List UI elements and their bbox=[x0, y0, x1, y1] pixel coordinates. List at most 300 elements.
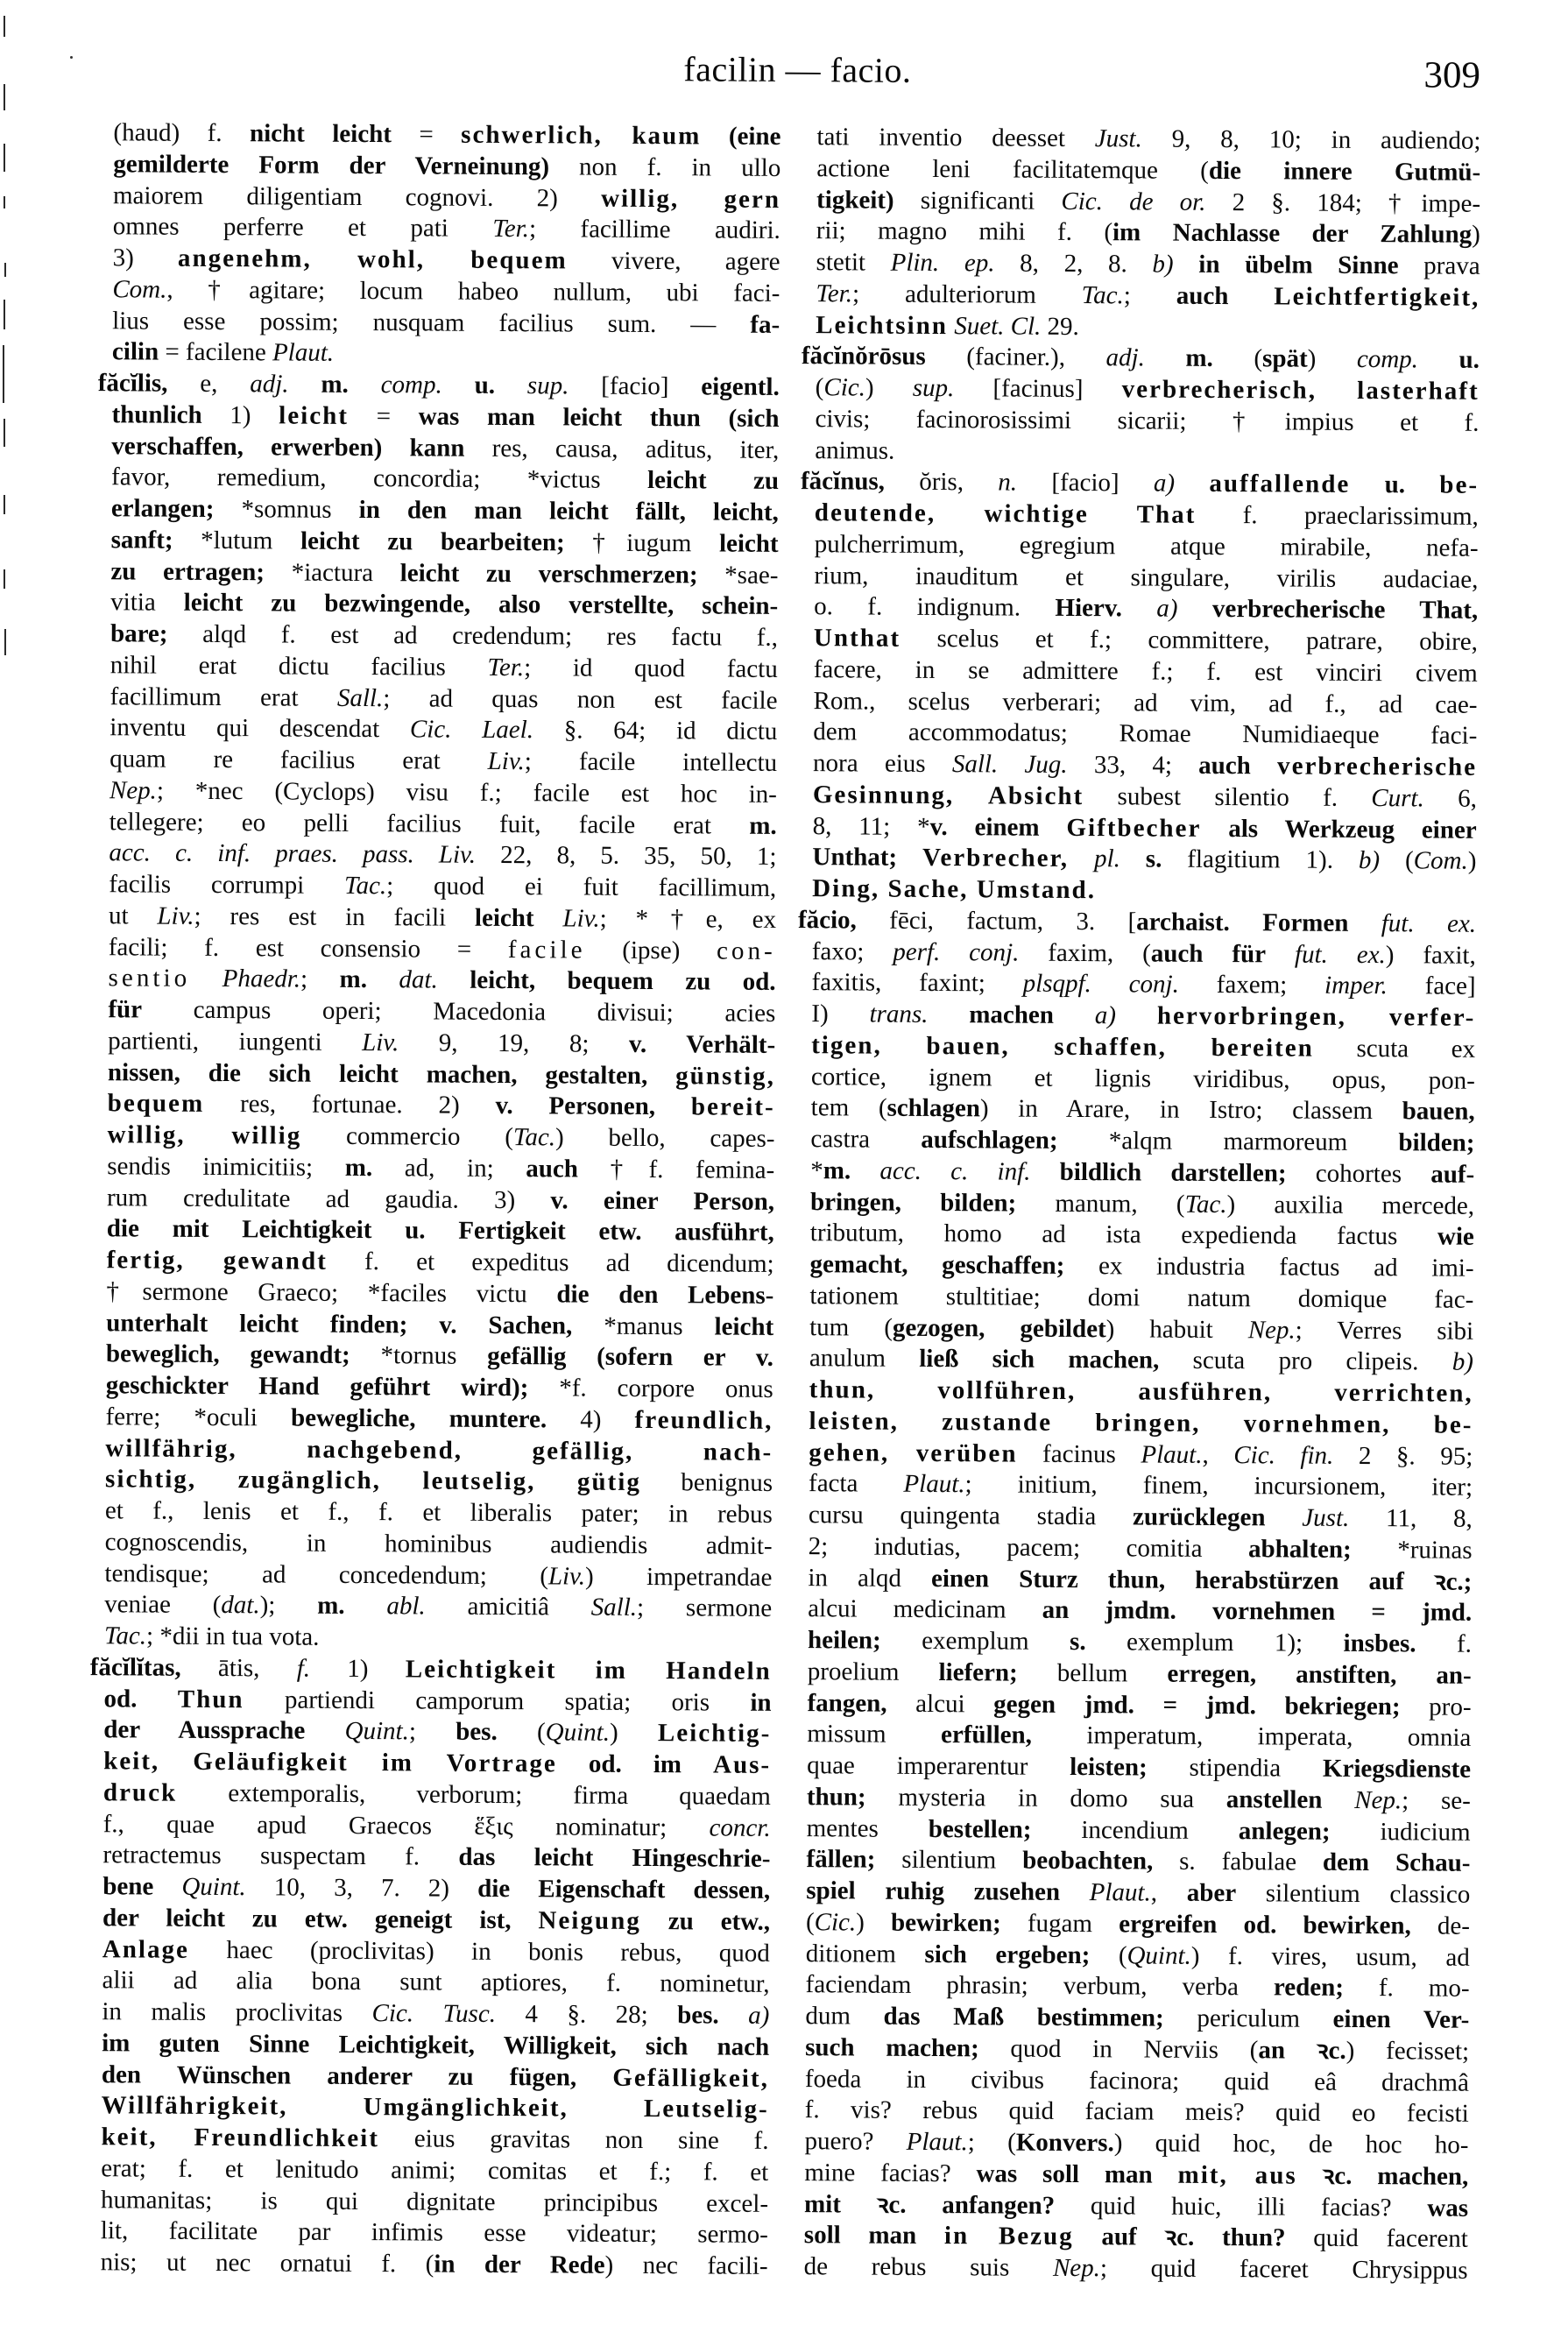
german-emphasis: Leichtfertigkeit, bbox=[1274, 282, 1480, 312]
spaced-latin: con- bbox=[716, 936, 776, 965]
latin-text: quid huic, illi facias? bbox=[1055, 2191, 1428, 2222]
german-text: liefern; bbox=[938, 1657, 1018, 1687]
german-text: m. bbox=[339, 965, 368, 994]
latin-text: †sermone Graeco; *faciles victu bbox=[106, 1276, 557, 1309]
latin-text: nihil erat dictu facilius bbox=[109, 651, 488, 682]
german-text: nissen, die sich leicht machen, gestalten, bbox=[107, 1057, 648, 1090]
latin-text: campus operi; Macedonia divisui; acies bbox=[141, 995, 776, 1028]
latin-text: f. bbox=[1416, 1629, 1473, 1658]
abbreviation: Cic. fin. bbox=[1233, 1440, 1334, 1470]
latin-text: tationem stultitiae; domi natum domique fac- bbox=[809, 1281, 1474, 1314]
text-line bbox=[805, 2095, 1469, 2130]
latin-text: ; facillime audiri. bbox=[528, 215, 780, 245]
text-line bbox=[816, 247, 1480, 282]
dictionary-entry bbox=[97, 368, 780, 1656]
german-emphasis: auffallende bbox=[1209, 470, 1351, 499]
abbreviation: Quint. bbox=[1127, 1940, 1191, 1970]
text-line bbox=[813, 811, 1477, 846]
latin-text: ) faxit, bbox=[1385, 940, 1476, 970]
german-text: gemilderte Form der Verneinung) bbox=[113, 150, 550, 181]
text-line bbox=[108, 1026, 775, 1061]
german-text: der Aussprache bbox=[103, 1715, 306, 1745]
german-text: leicht zu bezwingende, also verstellte, schein- bbox=[183, 589, 779, 621]
text-line bbox=[90, 1652, 772, 1688]
latin-text: partiendi camporum spatia; oris bbox=[244, 1685, 751, 1717]
text-line bbox=[105, 1402, 773, 1437]
german-text: zu ertragen; bbox=[110, 556, 265, 586]
latin-text: *sae- bbox=[697, 560, 779, 590]
latin-text bbox=[511, 1906, 538, 1934]
latin-text: s. fabulae bbox=[1153, 1847, 1324, 1876]
text-line bbox=[113, 180, 780, 216]
german-text: v. Verhält- bbox=[628, 1029, 776, 1059]
latin-text bbox=[557, 1749, 589, 1777]
latin-text: foeda in civibus facinora; quid eâ drachmâ bbox=[804, 2064, 1470, 2097]
abbreviation: perf. conj. bbox=[893, 937, 1020, 967]
latin-text: lius esse possim; nusquam facilius sum. — bbox=[112, 306, 751, 339]
german-text: leicht bbox=[718, 529, 779, 558]
german-text: s. bbox=[1145, 844, 1162, 873]
german-text: bilden; bbox=[1398, 1128, 1475, 1157]
latin-text: , †agitare; locum habeo nullum, ubi faci- bbox=[166, 275, 780, 307]
german-text: m. bbox=[823, 1155, 851, 1185]
latin-text bbox=[641, 1907, 668, 1935]
latin-text: rii; magno mihi f. ( bbox=[816, 216, 1113, 247]
german-text: thunlich bbox=[111, 400, 202, 429]
german-text: aber bbox=[1186, 1878, 1237, 1908]
german-text: die innere Gutmü- bbox=[1208, 156, 1481, 187]
german-text: im guten Sinne Leichtigkeit, Willigkeit, sich nach bbox=[102, 2028, 770, 2061]
latin-text bbox=[897, 844, 922, 872]
latin-text: , bbox=[1202, 1440, 1234, 1469]
text-line bbox=[805, 2064, 1469, 2099]
latin-text bbox=[655, 1092, 691, 1120]
text-line bbox=[809, 1438, 1473, 1473]
abbreviation: b) bbox=[1358, 846, 1381, 875]
abbreviation: a) bbox=[748, 2001, 770, 2030]
text-line bbox=[109, 775, 777, 810]
latin-text: rium, inauditum et singulare, virilis audaciae, bbox=[814, 561, 1479, 594]
latin-text: 3) bbox=[112, 244, 179, 272]
latin-text: *alqm marmoreum bbox=[1057, 1126, 1399, 1157]
abbreviation: Liv. bbox=[547, 1561, 586, 1591]
german-text: leisten; bbox=[1070, 1752, 1148, 1782]
text-line bbox=[106, 1339, 773, 1374]
abbreviation: Ter. bbox=[816, 279, 853, 308]
abbreviation: Com. bbox=[1413, 846, 1468, 875]
text-line bbox=[105, 1464, 773, 1499]
text-line bbox=[815, 498, 1479, 533]
german-emphasis: willfährig, nachgebend, gefällig, nach- bbox=[105, 1433, 773, 1466]
text-line bbox=[804, 2158, 1468, 2193]
abbreviation: Nep. bbox=[1354, 1785, 1402, 1815]
german-text: spiel ruhig zusehen bbox=[806, 1876, 1061, 1906]
german-text: fällen; bbox=[806, 1845, 876, 1874]
latin-text bbox=[1177, 595, 1212, 623]
latin-text bbox=[647, 1062, 675, 1090]
german-emphasis: willig, willig bbox=[107, 1120, 302, 1150]
text-line bbox=[103, 1714, 771, 1749]
german-emphasis: freundlich, bbox=[634, 1405, 773, 1435]
abbreviation: dat. bbox=[221, 1591, 260, 1620]
latin-text bbox=[305, 1717, 344, 1745]
german-text: an jmdm. vornehmen = jmd. bbox=[1042, 1596, 1473, 1628]
text-line bbox=[106, 1308, 773, 1343]
abbreviation: Cic. de or. bbox=[1061, 187, 1206, 216]
text-line bbox=[804, 2189, 1468, 2224]
text-line bbox=[811, 967, 1475, 1002]
latin-text: tum ( bbox=[809, 1312, 893, 1342]
latin-text bbox=[1251, 752, 1277, 780]
latin-text: 9, 19, 8; bbox=[399, 1028, 630, 1058]
latin-text bbox=[1348, 909, 1381, 937]
text-line bbox=[113, 117, 780, 152]
german-emphasis: druck bbox=[102, 1777, 178, 1807]
latin-text: ( bbox=[1090, 1940, 1127, 1969]
latin-text: retractemus suspectam f. bbox=[102, 1841, 459, 1871]
latin-text: *iactura bbox=[264, 557, 400, 587]
german-text: auf ꝛc. thun? bbox=[1101, 2222, 1286, 2252]
abbreviation: Tac. bbox=[1184, 1190, 1227, 1219]
german-text: v. einer Person, bbox=[550, 1185, 775, 1216]
text-line bbox=[105, 1433, 773, 1468]
abbreviation: adj. bbox=[1105, 343, 1145, 372]
latin-text: benignus bbox=[640, 1468, 773, 1498]
german-text: bauen, bbox=[1402, 1097, 1475, 1127]
latin-text bbox=[1145, 344, 1186, 372]
abbreviation: trans. bbox=[869, 1000, 929, 1028]
latin-text: tellegere; eo pelli facilius fuit, facile erat bbox=[109, 807, 750, 840]
latin-text bbox=[928, 1000, 969, 1028]
german-text: unterhalt leicht finden; v. Sachen, bbox=[106, 1308, 573, 1339]
latin-text: [facinus] bbox=[954, 374, 1122, 404]
latin-text bbox=[1228, 282, 1274, 310]
abbreviation: Cic. bbox=[823, 373, 866, 402]
latin-text: ; sermone bbox=[637, 1593, 773, 1623]
german-emphasis: Anlage bbox=[102, 1934, 190, 1964]
latin-text: ; se- bbox=[1402, 1786, 1471, 1815]
german-text: u. bbox=[1384, 470, 1406, 499]
latin-text: pulcherrimum, egregium atque mirabile, nefa- bbox=[814, 529, 1479, 562]
latin-text: ad, in; bbox=[372, 1153, 526, 1183]
dictionary-entry bbox=[89, 1652, 772, 2283]
text-line bbox=[101, 2122, 768, 2157]
german-text: sanft; bbox=[110, 526, 173, 555]
text-line bbox=[109, 932, 776, 967]
german-emphasis: Leichtigkeit im Handeln bbox=[405, 1655, 772, 1685]
german-text: einen Sturz thun, herabstürzen auf ꝛc.; bbox=[930, 1564, 1473, 1596]
german-text: thun; bbox=[806, 1782, 866, 1812]
german-text: was bbox=[1427, 2193, 1469, 2222]
text-line bbox=[108, 964, 775, 999]
german-text: heilen; bbox=[807, 1626, 881, 1655]
latin-text: ; ( bbox=[967, 2128, 1016, 2157]
latin-text: 4 §. 28; bbox=[495, 1999, 678, 2030]
latin-text: mysteria in domo sua bbox=[865, 1783, 1226, 1813]
abbreviation: Nep. bbox=[1247, 1315, 1296, 1345]
latin-text: o. f. indignum. bbox=[814, 592, 1056, 623]
latin-text: exemplum bbox=[880, 1626, 1070, 1656]
latin-text: ātis, bbox=[180, 1653, 297, 1683]
latin-text: amicitiâ bbox=[425, 1592, 591, 1622]
german-text: wie bbox=[1437, 1222, 1474, 1252]
german-text: auf- bbox=[1430, 1160, 1475, 1189]
text-line bbox=[109, 807, 777, 842]
german-text: leicht zu bbox=[646, 466, 780, 496]
german-text: v. einem bbox=[929, 812, 1040, 842]
german-text: soll man bbox=[803, 2221, 917, 2251]
text-line bbox=[809, 1374, 1473, 1410]
german-text: gefällig (sofern er v. bbox=[487, 1342, 774, 1373]
text-line bbox=[110, 588, 778, 623]
abbreviation: a) bbox=[1156, 594, 1178, 623]
text-line bbox=[109, 744, 777, 779]
latin-text bbox=[1120, 845, 1146, 873]
latin-text: ( bbox=[1380, 846, 1414, 875]
latin-text: dem accommodatus; Romae Numidiaeque faci- bbox=[813, 717, 1478, 751]
abbreviation: Plin. ep. bbox=[890, 248, 995, 278]
latin-text: 10, 3, 7. 2) bbox=[245, 1873, 478, 1903]
latin-text: 2 §. 95; bbox=[1333, 1441, 1473, 1471]
latin-text bbox=[1266, 940, 1295, 968]
german-text: spät bbox=[1261, 344, 1308, 373]
abbreviation: comp. bbox=[380, 371, 442, 399]
german-text: Konvers. bbox=[1015, 2128, 1114, 2158]
abbreviation: Plaut. bbox=[903, 1470, 965, 1499]
abbreviation: Plaut. bbox=[906, 2127, 968, 2157]
text-line bbox=[801, 466, 1479, 501]
abbreviation: b) bbox=[1152, 250, 1174, 279]
latin-text bbox=[851, 1156, 879, 1184]
abbreviation: sup. bbox=[912, 373, 955, 403]
latin-text: in alqd bbox=[808, 1563, 932, 1593]
abbreviation: b) bbox=[1451, 1347, 1474, 1377]
text-line bbox=[107, 1213, 774, 1248]
text-line bbox=[111, 525, 779, 560]
latin-text: faxem; bbox=[1178, 970, 1325, 1000]
text-line bbox=[813, 717, 1477, 752]
text-line bbox=[812, 936, 1476, 972]
german-text: bewegliche, muntere. bbox=[290, 1403, 547, 1434]
german-text: an ꝛc. bbox=[1258, 2036, 1346, 2065]
latin-text: alcui medicinam bbox=[808, 1594, 1042, 1625]
latin-text: facili; f. est consensio = bbox=[108, 932, 508, 964]
latin-text: 9, 8, 10; in audiendo; bbox=[1141, 124, 1481, 155]
latin-text: 8, 11; * bbox=[812, 811, 930, 841]
text-line bbox=[103, 1777, 771, 1812]
abbreviation: Nep. bbox=[109, 776, 157, 805]
page-number: 309 bbox=[1423, 54, 1481, 96]
text-line bbox=[102, 1996, 769, 2032]
german-text: mit ꝛc. anfangen? bbox=[803, 2189, 1056, 2220]
german-text: die Eigenschaft dessen, bbox=[477, 1874, 771, 1904]
text-line bbox=[112, 337, 780, 372]
latin-text: ut bbox=[108, 901, 158, 930]
latin-text: facilis corrumpi bbox=[109, 870, 345, 900]
text-line bbox=[107, 1245, 774, 1280]
latin-text: tem ( bbox=[810, 1093, 887, 1122]
text-line bbox=[108, 1057, 775, 1092]
text-line bbox=[106, 1276, 773, 1311]
latin-text: ) bbox=[856, 1908, 892, 1937]
latin-text: proelium bbox=[807, 1657, 939, 1686]
latin-text: ) bbox=[865, 373, 913, 402]
latin-text: f. mo- bbox=[1343, 1974, 1470, 2003]
latin-text: extemporalis, verborum; firma quaedam bbox=[177, 1778, 772, 1811]
latin-text: manum, ( bbox=[1016, 1189, 1185, 1219]
latin-text: fēci, factum, 3. [ bbox=[856, 906, 1137, 936]
text-line bbox=[816, 185, 1480, 220]
text-line bbox=[812, 873, 1476, 908]
latin-text: quod in Nerviis ( bbox=[978, 2034, 1259, 2065]
text-line bbox=[808, 1625, 1472, 1660]
spaced-latin: sentio bbox=[108, 964, 191, 993]
latin-text: de- bbox=[1410, 1911, 1471, 1940]
text-line bbox=[813, 686, 1477, 721]
german-text: m. bbox=[1185, 344, 1213, 373]
text-line bbox=[813, 780, 1477, 815]
german-text: für bbox=[108, 995, 143, 1024]
latin-text: tendisque; ad concedendum; ( bbox=[104, 1558, 549, 1590]
latin-text: ; *†e, ex bbox=[599, 904, 777, 934]
abbreviation: Quint. bbox=[545, 1718, 611, 1748]
text-line bbox=[108, 994, 775, 1029]
german-text: od. im bbox=[588, 1749, 682, 1779]
abbreviation: Ter. bbox=[487, 653, 525, 682]
german-text: leicht, bequem zu od. bbox=[470, 966, 776, 997]
german-emphasis: Ding, Sache, Umstand. bbox=[812, 874, 1097, 905]
scan-artifact bbox=[4, 144, 5, 172]
german-text: bare; bbox=[109, 619, 168, 648]
german-text: bestellen; bbox=[928, 1814, 1032, 1844]
latin-text: *manus bbox=[572, 1311, 715, 1340]
text-line bbox=[814, 591, 1478, 626]
text-line bbox=[101, 2153, 768, 2188]
german-emphasis: bequem bbox=[107, 1089, 205, 1119]
dictionary-entry bbox=[800, 466, 1480, 908]
latin-text: sendis inimicitiis; bbox=[107, 1151, 345, 1182]
text-line bbox=[816, 122, 1480, 157]
latin-text: anulum bbox=[809, 1344, 920, 1374]
latin-text bbox=[1174, 251, 1199, 279]
latin-text: (faciner.), bbox=[925, 343, 1106, 372]
latin-text bbox=[534, 904, 563, 932]
scan-artifact bbox=[4, 16, 5, 37]
text-line bbox=[101, 2247, 768, 2282]
german-text: ließ sich machen, bbox=[919, 1345, 1160, 1374]
german-emphasis: sichtig, zugänglich, leutselig, gütig bbox=[105, 1465, 642, 1497]
latin-text bbox=[576, 2063, 612, 2091]
abbreviation: f. bbox=[296, 1654, 311, 1683]
text-line bbox=[809, 1343, 1473, 1378]
text-line bbox=[103, 1746, 771, 1781]
latin-text: pro- bbox=[1400, 1692, 1472, 1721]
abbreviation: Liv. bbox=[157, 901, 194, 930]
latin-text: mine facias? bbox=[804, 2158, 977, 2188]
text-line bbox=[814, 623, 1478, 658]
latin-text: (haud) f. bbox=[113, 118, 251, 148]
german-text: das leicht Hingeschrie- bbox=[458, 1842, 771, 1874]
text-line bbox=[111, 399, 779, 435]
abbreviation: Liv. bbox=[362, 1028, 399, 1057]
scan-artifact bbox=[4, 84, 5, 110]
text-line bbox=[811, 999, 1475, 1034]
latin-text bbox=[1153, 2160, 1178, 2188]
text-line bbox=[113, 212, 780, 247]
latin-text: ) quid hoc, de hoc ho- bbox=[1113, 2129, 1469, 2159]
german-text: (eine bbox=[728, 122, 781, 151]
headword: făcĭlĭtas, bbox=[89, 1652, 181, 1682]
abbreviation: Com. bbox=[112, 275, 167, 304]
german-text: u. bbox=[1459, 345, 1480, 375]
latin-text: ; quod ei fuit facillimum, bbox=[386, 872, 777, 902]
abbreviation: n. bbox=[998, 468, 1018, 497]
latin-text: veniae ( bbox=[104, 1590, 222, 1620]
latin-text bbox=[349, 371, 381, 399]
latin-text: ) bbox=[609, 1719, 659, 1748]
text-line bbox=[802, 341, 1480, 376]
latin-text: faciendam phrasin; verbum, verba bbox=[805, 1970, 1275, 2002]
german-emphasis: schwerlich, kaum bbox=[461, 120, 702, 151]
text-line bbox=[807, 1688, 1471, 1723]
latin-text: 4) bbox=[547, 1405, 635, 1434]
text-line bbox=[111, 431, 779, 466]
german-text: erregen, anstiften, an- bbox=[1167, 1659, 1472, 1690]
german-text: im Nachlasse der Zahlung bbox=[1112, 218, 1473, 249]
latin-text: rum credulitate ad gaudia. 3) bbox=[106, 1183, 551, 1214]
text-line bbox=[813, 748, 1477, 783]
latin-text bbox=[190, 965, 222, 993]
latin-text bbox=[367, 965, 399, 993]
german-text: erlangen; bbox=[110, 494, 215, 523]
text-line bbox=[805, 1969, 1469, 2004]
text-line bbox=[812, 842, 1476, 877]
dictionary-entry bbox=[797, 905, 1477, 2287]
text-line bbox=[107, 1151, 774, 1186]
german-text: m. bbox=[344, 1153, 373, 1182]
german-emphasis: thun, vollführen, ausführen, verrichten, bbox=[809, 1375, 1473, 1408]
latin-text: favor, remedium, concordia; *victus bbox=[110, 463, 648, 495]
german-emphasis: deutende, wichtige That bbox=[814, 498, 1197, 529]
german-emphasis: leisten, zustande bringen, vornehmen, be- bbox=[809, 1406, 1473, 1439]
latin-text: ; ad quas non est facile bbox=[383, 683, 778, 715]
text-line bbox=[109, 869, 776, 904]
latin-text: *somnus bbox=[214, 494, 359, 524]
text-line bbox=[805, 2001, 1469, 2036]
text-line bbox=[102, 1871, 770, 1906]
german-text: m. bbox=[749, 811, 777, 840]
latin-text: f. vis? rebus quid faciam meis? quid eo fecisti bbox=[804, 2095, 1469, 2129]
latin-text: §. 64; id dictu bbox=[533, 716, 778, 746]
latin-text: face] bbox=[1387, 972, 1476, 1001]
text-line bbox=[816, 279, 1480, 314]
latin-text: ) f. vires, usum, ad bbox=[1190, 1941, 1470, 1972]
german-text: dem Schau- bbox=[1322, 1848, 1471, 1878]
dictionary-entry bbox=[801, 341, 1480, 470]
text-line bbox=[101, 2215, 768, 2251]
latin-text: = bbox=[391, 120, 462, 149]
german-text: leicht zu bearbeiten; bbox=[300, 526, 565, 557]
text-line bbox=[816, 372, 1480, 407]
german-emphasis: angenehm, wohl, bequem bbox=[177, 244, 568, 275]
latin-text: actione leni facilitatemque ( bbox=[816, 153, 1209, 185]
german-text: leicht zu verschmerzen; bbox=[399, 558, 698, 589]
latin-text: scelus et f.; committere, patrare, obire, bbox=[901, 624, 1479, 656]
latin-text: ; bbox=[300, 965, 340, 994]
latin-text: ( bbox=[815, 373, 824, 402]
german-text: bringen, bilden; bbox=[809, 1187, 1017, 1218]
abbreviation: Quint. bbox=[181, 1872, 246, 1902]
